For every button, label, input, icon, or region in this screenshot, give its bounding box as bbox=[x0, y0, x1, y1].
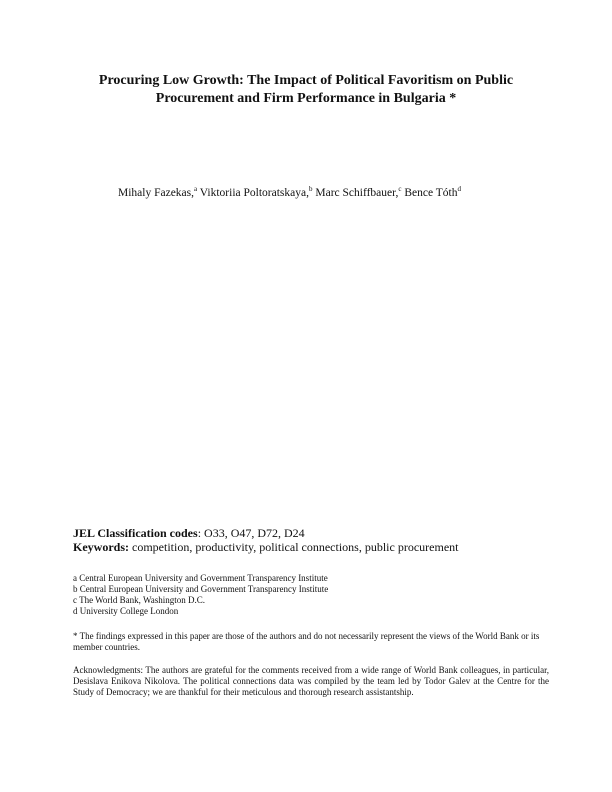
author-name: Marc Schiffbauer, bbox=[315, 187, 399, 199]
keywords-label: Keywords: bbox=[73, 540, 129, 554]
author-list bbox=[118, 185, 461, 199]
affiliation-item: d University College London bbox=[73, 606, 179, 616]
title-line-2: Procurement and Firm Performance in Bulgaria * bbox=[155, 91, 457, 106]
author-affiliation-mark: b bbox=[308, 185, 313, 193]
author-name: Mihaly Fazekas, bbox=[118, 187, 195, 199]
author-name: Viktoriia Poltoratskaya, bbox=[199, 187, 309, 199]
jel-value: : O33, O47, D72, D24 bbox=[197, 526, 305, 540]
disclaimer-footnote: * The findings expressed in this paper are those of the authors and do not necessarily represent the views of the World Bank or its member countries. bbox=[73, 631, 540, 652]
jel-codes bbox=[73, 526, 553, 540]
title-line-1: Procuring Low Growth: The Impact of Political Favoritism on Public bbox=[98, 73, 514, 88]
author-affiliation-mark: d bbox=[457, 185, 461, 193]
affiliation-item: b Central European University and Government Transparency Institute bbox=[73, 584, 329, 594]
author-affiliation-mark: c bbox=[398, 185, 402, 193]
author-affiliation-mark: a bbox=[194, 185, 198, 193]
paper-title bbox=[60, 72, 552, 108]
jel-label: JEL Classification codes bbox=[73, 526, 198, 540]
keywords-value: competition, productivity, political connections, public procurement bbox=[129, 540, 459, 554]
acknowledgments: Acknowledgments: The authors are grateful for the comments received from a wide range of World Bank colleagues, in particular, Desislava Enikova Nikolova. The political connections data was compiled by the team led by Todor Galev at the Centre for the Study of Democracy; we are thankful for their meticulous and thorough research assistantship. bbox=[73, 665, 549, 697]
affiliation-item: a Central European University and Government Transparency Institute bbox=[73, 573, 328, 583]
keywords bbox=[73, 540, 553, 554]
affiliations-list bbox=[73, 573, 328, 617]
author-name: Bence Tóth bbox=[404, 187, 458, 199]
classification-block bbox=[73, 526, 553, 554]
affiliation-item: c The World Bank, Washington D.C. bbox=[73, 595, 206, 605]
